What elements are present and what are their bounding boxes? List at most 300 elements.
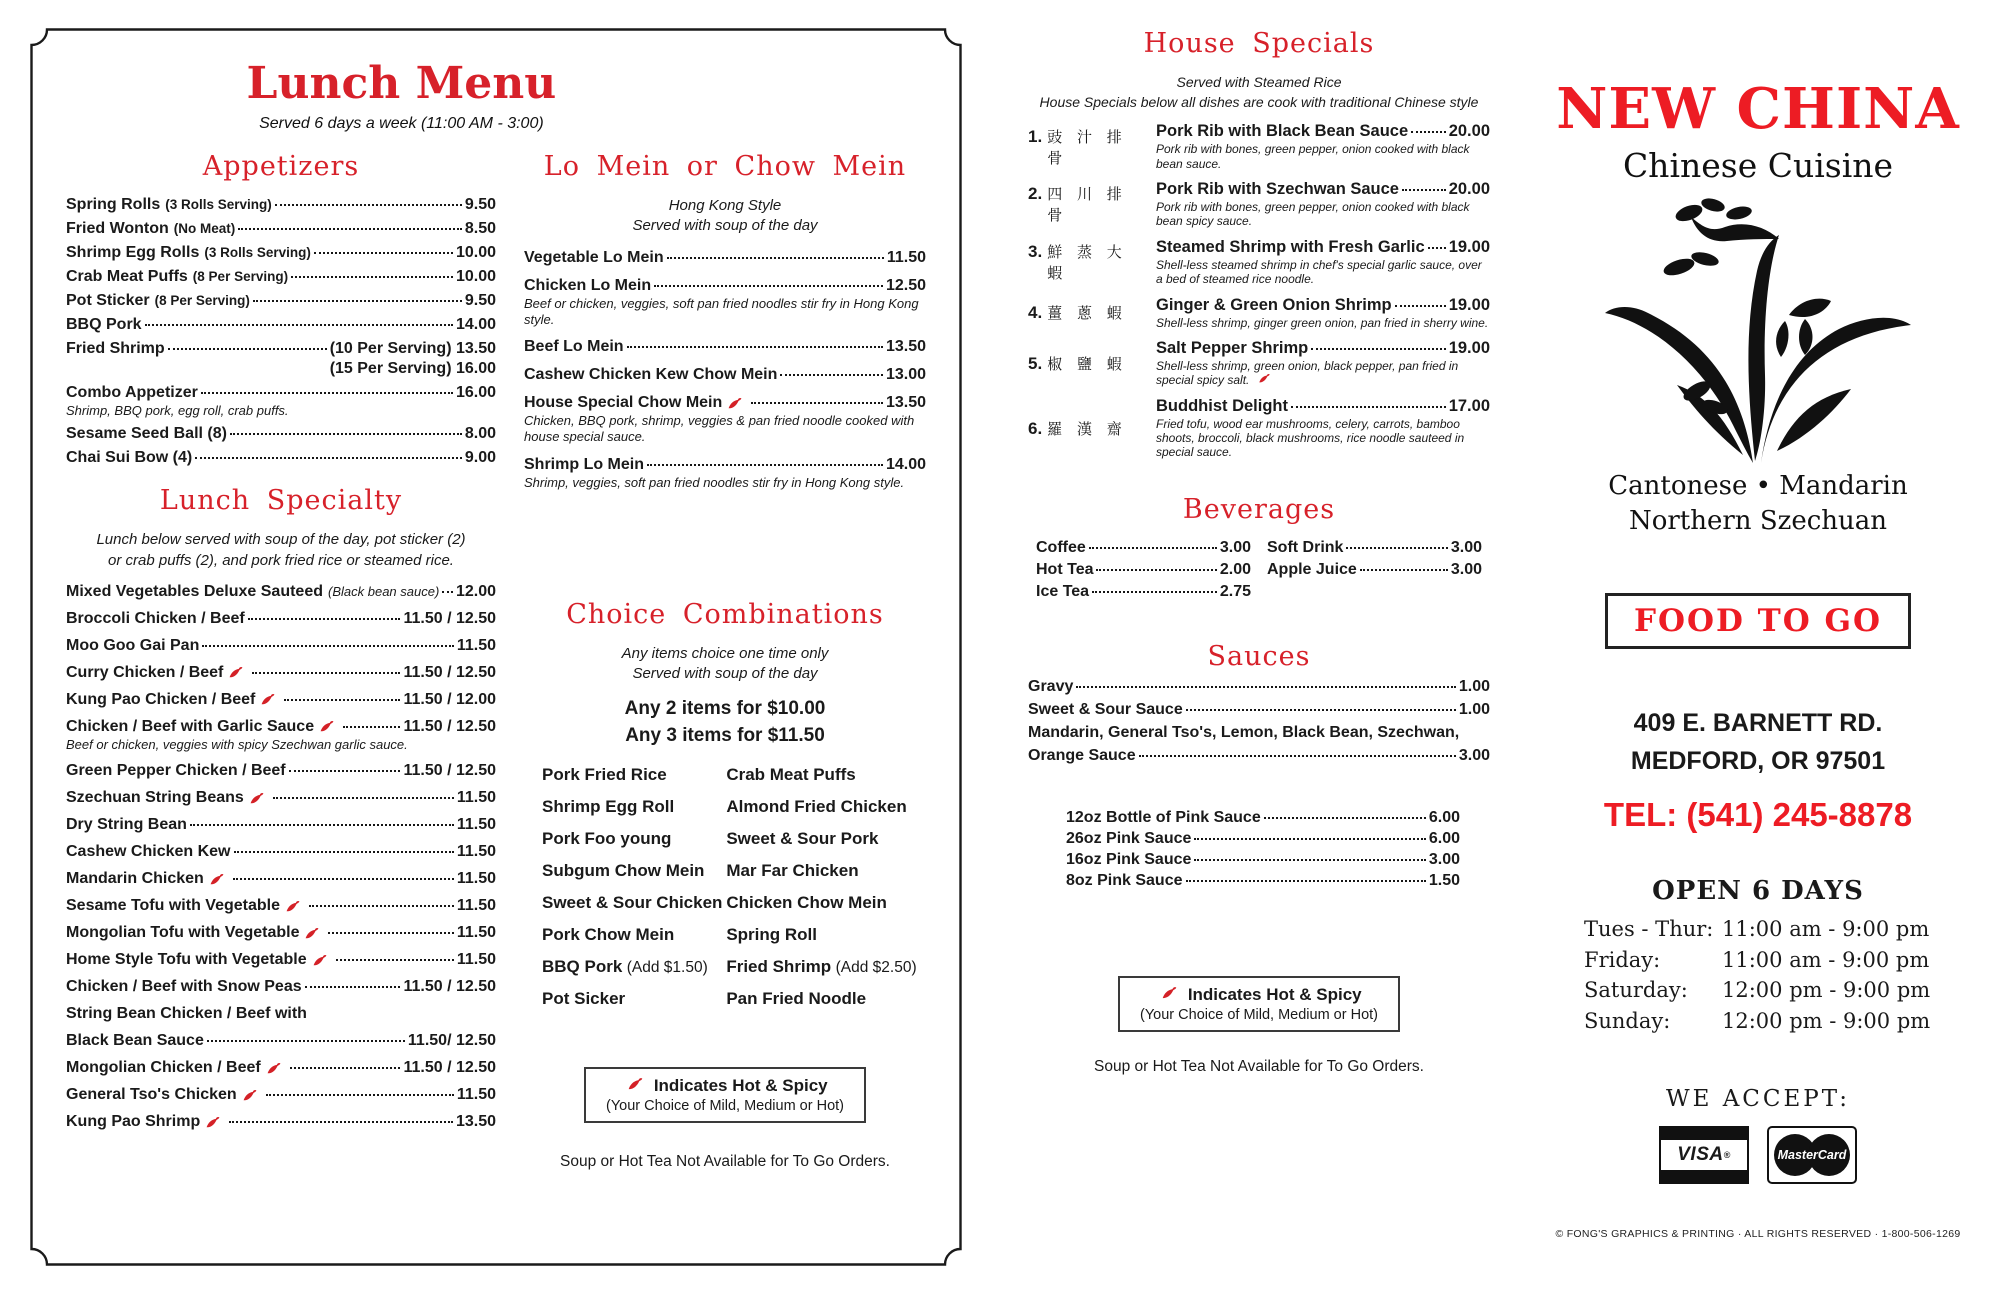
item-name: 26oz Pink Sauce xyxy=(1066,829,1192,847)
item-name: Chicken Lo Mein xyxy=(524,276,652,294)
hours-time: 12:00 pm - 9:00 pm xyxy=(1722,978,1931,1003)
dotted-leader xyxy=(780,374,883,376)
restaurant-name: NEW CHINA xyxy=(1556,76,1960,142)
combo-item xyxy=(726,861,926,881)
item-note: (3 Rolls Serving) xyxy=(165,197,272,212)
combo-item xyxy=(726,797,926,817)
chili-icon xyxy=(304,927,320,940)
dotted-leader xyxy=(1186,709,1456,711)
lo-mein-list xyxy=(524,249,926,491)
item-name: Mixed Vegetables Deluxe Sauteed xyxy=(66,582,323,600)
dotted-leader xyxy=(168,348,327,350)
dotted-leader xyxy=(1076,686,1455,688)
item-price: 6.00 xyxy=(1428,808,1460,826)
dotted-leader xyxy=(627,346,883,348)
item-price: 2.75 xyxy=(1219,582,1251,600)
house-specials-list xyxy=(1028,122,1490,460)
dotted-leader xyxy=(667,257,884,259)
menu-item xyxy=(66,870,496,888)
combo-item xyxy=(726,957,926,977)
item-price: 11.50 / 12.50 xyxy=(403,1059,496,1076)
item-name: Sweet & Sour Pork xyxy=(726,829,879,849)
item-name: Sweet & Sour Chicken xyxy=(542,893,723,913)
item-price: 11.50 / 12.50 xyxy=(403,663,496,681)
item-name: Dry String Bean xyxy=(66,816,187,833)
beverage-item xyxy=(1267,561,1482,579)
item-name: Chai Sui Bow (4) xyxy=(66,449,193,467)
hours-row xyxy=(1584,945,1932,975)
dotted-leader xyxy=(1194,838,1425,840)
house-special-item xyxy=(1028,122,1490,171)
item-price: 3.00 xyxy=(1428,850,1460,868)
item-name: Spring Roll xyxy=(726,925,817,945)
menu-item xyxy=(66,691,496,709)
item-name: BBQ Pork xyxy=(542,957,623,977)
item-price: 3.00 xyxy=(1450,560,1482,578)
menu-item xyxy=(66,1086,496,1104)
item-name: Broccoli Chicken / Beef xyxy=(66,609,245,627)
mastercard-wordmark: MasterCard xyxy=(1777,1147,1847,1162)
item-chinese-name: 椒 鹽 蝦 xyxy=(1047,354,1127,373)
food-to-go-label: FOOD TO GO xyxy=(1633,603,1883,640)
address-line2: MEDFORD, OR 97501 xyxy=(1630,746,1886,775)
combo-item xyxy=(726,829,926,849)
item-name: Mongolian Chicken / Beef xyxy=(66,1059,261,1076)
item-name: Combo Appetizer xyxy=(66,384,198,401)
item-number: 2. xyxy=(1028,184,1043,204)
item-price: 13.50 xyxy=(885,338,926,355)
item-name: Sweet & Sour Sauce xyxy=(1028,700,1183,718)
combo-item xyxy=(726,893,926,913)
item-price: 9.50 xyxy=(464,196,496,213)
item-price: 8.00 xyxy=(464,425,496,443)
item-price: 13.50 xyxy=(885,394,926,411)
section-heading-appetizers: Appetizers xyxy=(202,151,360,182)
item-name: Shrimp Egg Rolls xyxy=(66,244,200,261)
item-price: 1.00 xyxy=(1458,677,1490,695)
dotted-leader xyxy=(1194,859,1425,861)
dotted-leader xyxy=(1096,569,1216,571)
menu-item xyxy=(66,897,496,915)
combo-item xyxy=(542,957,726,977)
item-price: 11.50 xyxy=(456,816,496,833)
dotted-leader xyxy=(1139,755,1456,757)
item-name: Almond Fried Chicken xyxy=(726,797,907,817)
dotted-leader xyxy=(201,392,453,394)
item-price: 14.00 xyxy=(885,455,926,473)
item-number: 1. xyxy=(1028,126,1043,146)
choice-offers xyxy=(524,696,926,749)
item-name: Chicken / Beef with Snow Peas xyxy=(66,978,302,995)
lunch-menu-panel xyxy=(30,28,962,1266)
menu-item xyxy=(66,762,496,780)
menu-item xyxy=(524,366,926,384)
lo-mein-subtitle-line2: Served with soup of the day xyxy=(632,217,818,235)
item-name: Szechuan String Beans xyxy=(66,789,244,806)
section-heading-lo-mein: Lo Mein or Chow Mein xyxy=(543,151,907,182)
house-special-item xyxy=(1028,339,1490,388)
menu-item xyxy=(66,951,496,969)
item-name: Shrimp Egg Roll xyxy=(542,797,675,817)
item-note: (Add $2.50) xyxy=(835,959,917,977)
item-description: Shell-less shrimp, green onion, black pepper, pan fried in special spicy salt. xyxy=(1156,358,1459,388)
choice-combinations-subtitle xyxy=(524,644,926,685)
dotted-leader xyxy=(309,905,454,907)
item-name: House Special Chow Mein xyxy=(524,394,723,411)
dotted-leader xyxy=(654,285,883,287)
lo-mein-subtitle-line1: Hong Kong Style xyxy=(668,197,782,214)
dotted-leader xyxy=(328,932,453,934)
item-note: (Add $1.50) xyxy=(626,959,708,977)
item-name: Apple Juice xyxy=(1267,560,1357,578)
beverage-item xyxy=(1036,539,1251,557)
menu-item xyxy=(524,456,926,491)
item-price: 11.50 / 12.50 xyxy=(403,717,496,735)
item-price: 11.50 / 12.50 xyxy=(403,609,496,627)
hours-day: Sunday: xyxy=(1584,1008,1671,1033)
house-special-item xyxy=(1028,296,1490,330)
choice-column-2 xyxy=(726,765,926,1021)
item-description: Pork rib with bones, green pepper, onion cooked with black bean spicy sauce. xyxy=(1156,199,1470,229)
item-number: 6. xyxy=(1028,418,1043,438)
dotted-leader xyxy=(1089,547,1217,549)
item-name: Fried Wonton xyxy=(66,220,169,237)
chili-icon xyxy=(228,666,244,679)
item-price: 2.00 xyxy=(1219,560,1251,578)
hot-spicy-label: Indicates Hot & Spicy xyxy=(1187,984,1362,1004)
food-to-go-badge xyxy=(1605,593,1911,649)
menu-item xyxy=(66,268,496,286)
dotted-leader xyxy=(145,324,453,326)
orchid-graphic xyxy=(1593,195,1923,465)
togo-note: Soup or Hot Tea Not Available for To Go Orders. xyxy=(560,1153,890,1171)
item-name: Spring Rolls xyxy=(66,196,161,213)
house-specials-subtitle xyxy=(1028,73,1490,112)
item-price: 3.00 xyxy=(1450,538,1482,556)
item-name: Pot Sicker xyxy=(542,989,626,1009)
item-name: Orange Sauce xyxy=(1028,746,1136,764)
section-heading-lunch-specialty: Lunch Specialty xyxy=(159,485,403,517)
item-price: 17.00 xyxy=(1448,396,1490,415)
menu-item xyxy=(66,1059,496,1077)
item-price: 1.50 xyxy=(1428,871,1460,889)
chili-icon xyxy=(627,1077,644,1091)
chili-icon xyxy=(1161,986,1178,1000)
combo-item xyxy=(726,989,926,1009)
item-description: Shrimp, veggies, soft pan fried noodles stir fry in Hong Kong style. xyxy=(524,474,905,490)
item-price: 11.50 / 12.00 xyxy=(403,690,496,708)
item-note: (8 Per Serving) xyxy=(154,293,250,308)
item-price: 6.00 xyxy=(1428,829,1460,847)
item-price: 8.50 xyxy=(464,220,496,237)
lunch-specialty-subtitle xyxy=(66,530,496,571)
item-name: Fried Shrimp xyxy=(726,957,832,977)
page-subtitle: Served 6 days a week (11:00 AM - 3:00) xyxy=(259,115,544,132)
lunch-specialty-subtitle-line1: Lunch below served with soup of the day, pot sticker (2) xyxy=(96,531,466,549)
dotted-leader xyxy=(266,1094,454,1096)
section-heading-beverages: Beverages xyxy=(1182,493,1336,525)
menu-item xyxy=(66,292,496,310)
item-name: Salt Pepper Shrimp xyxy=(1156,338,1309,357)
hours-row xyxy=(1584,914,1932,944)
combo-item xyxy=(542,925,726,945)
item-name: Pork Chow Mein xyxy=(542,925,675,945)
item-description: Shell-less shrimp, ginger green onion, pan fried in sherry wine. xyxy=(1156,315,1489,330)
hours-table xyxy=(1584,914,1932,1036)
chili-icon xyxy=(205,1116,221,1129)
mastercard-logo xyxy=(1767,1126,1857,1184)
item-chinese-name: 羅 漢 齋 xyxy=(1047,419,1127,438)
item-name: Pork Rib with Szechwan Sauce xyxy=(1156,179,1399,198)
item-description: Beef or chicken, veggies with spicy Szechwan garlic sauce. xyxy=(66,736,408,752)
item-price: 20.00 xyxy=(1448,179,1490,198)
dotted-leader xyxy=(207,1040,405,1042)
item-name: Vegetable Lo Mein xyxy=(524,248,664,266)
menu-item xyxy=(66,316,496,334)
chili-icon xyxy=(312,954,328,967)
item-name: Curry Chicken / Beef xyxy=(66,663,224,681)
page-title: Lunch Menu xyxy=(246,58,557,109)
dotted-leader xyxy=(202,645,454,647)
menu-item xyxy=(524,394,926,446)
lunch-specialty-list xyxy=(66,583,496,1131)
lunch-menu-header xyxy=(66,58,737,133)
item-note: (8 Per Serving) xyxy=(192,269,289,284)
item-name: Crab Meat Puffs xyxy=(726,765,856,785)
dotted-leader xyxy=(230,433,462,435)
item-price: 10.00 xyxy=(455,244,496,261)
menu-item xyxy=(66,244,496,262)
pink-sauce-item xyxy=(1066,809,1460,827)
item-price: 1.00 xyxy=(1458,700,1490,718)
lo-mein-subtitle xyxy=(524,196,926,237)
cuisine-styles xyxy=(1530,469,1986,539)
item-name: Mandarin, General Tso's, Lemon, Black Bean, Szechwan, xyxy=(1028,723,1460,741)
item-name: Pork Rib with Black Bean Sauce xyxy=(1156,122,1409,141)
section-heading-sauces: Sauces xyxy=(1207,640,1311,672)
item-price: 19.00 xyxy=(1448,295,1490,314)
house-special-item xyxy=(1028,180,1490,229)
togo-note: Soup or Hot Tea Not Available for To Go Orders. xyxy=(1094,1057,1424,1075)
chili-icon xyxy=(319,720,335,733)
appetizers-list xyxy=(66,196,496,467)
item-price: 3.00 xyxy=(1219,538,1251,556)
dotted-leader xyxy=(289,770,401,772)
chili-icon xyxy=(209,873,225,886)
item-price: 9.50 xyxy=(464,292,496,309)
section-heading-house-specials: House Specials xyxy=(1143,28,1375,59)
item-price: 11.50 xyxy=(456,636,496,654)
dotted-leader xyxy=(233,878,454,880)
dotted-leader xyxy=(1402,189,1446,191)
menu-item xyxy=(524,249,926,267)
printer-copyright: © FONG'S GRAPHICS & PRINTING · ALL RIGHTS RESERVED · 1-800-506-1269 xyxy=(1555,1227,1961,1240)
menu-item xyxy=(524,338,926,356)
dotted-leader xyxy=(238,228,462,230)
section-heading-choice-combinations: Choice Combinations xyxy=(566,598,884,630)
item-chinese-name: 薑 蔥 蝦 xyxy=(1047,304,1127,323)
item-name: Coffee xyxy=(1036,538,1086,556)
beverages-columns xyxy=(1028,539,1490,605)
lunch-specialty-subtitle-line2: or crab puffs (2), and pork fried rice or steamed rice. xyxy=(108,551,454,569)
dotted-leader xyxy=(1092,591,1217,593)
item-name: Kung Pao Shrimp xyxy=(66,1113,201,1130)
item-price: 19.00 xyxy=(1448,338,1490,357)
menu-item xyxy=(66,718,496,753)
item-description: Shrimp, BBQ pork, egg roll, crab puffs. xyxy=(66,403,289,418)
menu-item xyxy=(66,583,496,601)
item-note: (3 Rolls Serving) xyxy=(204,245,311,260)
item-name: Black Bean Sauce xyxy=(66,1032,204,1049)
pink-sauce-item xyxy=(1066,830,1460,848)
dotted-leader xyxy=(234,851,454,853)
item-name: BBQ Pork xyxy=(66,316,142,333)
item-name: Shrimp Lo Mein xyxy=(524,455,644,473)
item-name: Sesame Tofu with Vegetable xyxy=(66,897,280,914)
item-name: 16oz Pink Sauce xyxy=(1066,850,1192,868)
chili-icon xyxy=(242,1089,258,1102)
dotted-leader xyxy=(290,1067,401,1069)
item-name: Moo Goo Gai Pan xyxy=(66,636,200,654)
item-price: 11.50 xyxy=(456,897,496,914)
sauce-item xyxy=(1028,724,1490,742)
house-specials-column xyxy=(1028,16,1490,1076)
item-number: 5. xyxy=(1028,353,1043,373)
pink-sauce-item xyxy=(1066,872,1460,890)
pink-sauce-item xyxy=(1066,851,1460,869)
item-name: 8oz Pink Sauce xyxy=(1066,871,1183,889)
item-description: Beef or chicken, veggies, soft pan fried noodles stir fry in Hong Kong style. xyxy=(524,295,919,327)
beverages-column-2 xyxy=(1267,539,1482,605)
menu-item xyxy=(66,843,496,861)
item-number: 4. xyxy=(1028,303,1043,323)
beverages-column-1 xyxy=(1036,539,1251,605)
item-price: 11.50 xyxy=(456,924,496,941)
combo-item xyxy=(542,765,726,785)
dotted-leader xyxy=(336,959,454,961)
item-price: 12.50 xyxy=(885,276,926,294)
item-name: String Bean Chicken / Beef with xyxy=(66,1005,307,1022)
hours-time: 11:00 am - 9:00 pm xyxy=(1722,917,1930,942)
address-line1: 409 E. BARNETT RD. xyxy=(1633,709,1883,738)
dotted-leader xyxy=(284,699,400,701)
hours-row xyxy=(1584,1006,1932,1036)
sauces-list xyxy=(1028,678,1490,765)
menu-item xyxy=(66,1005,496,1023)
menu-item xyxy=(66,637,496,655)
menu-item xyxy=(66,978,496,996)
menu-item xyxy=(66,816,496,834)
item-description: Chicken, BBQ pork, shrimp, veggies & pan fried noodle cooked with house special sauce. xyxy=(524,413,915,445)
choice-column-1 xyxy=(542,765,726,1021)
sauce-item xyxy=(1028,747,1490,765)
beverage-item xyxy=(1036,561,1251,579)
cuisine-line2: Northern Szechuan xyxy=(1628,506,1888,537)
item-description: Pork rib with bones, green pepper, onion cooked with black bean sauce. xyxy=(1156,142,1470,171)
item-name: Chicken / Beef with Garlic Sauce xyxy=(66,717,315,735)
item-name: Steamed Shrimp with Fresh Garlic xyxy=(1156,237,1425,256)
brand-column xyxy=(1530,76,1986,1240)
item-price: 11.50 xyxy=(456,789,496,806)
item-name: Ginger & Green Onion Shrimp xyxy=(1156,295,1392,314)
menu-item xyxy=(66,664,496,682)
item-description: Shell-less steamed shrimp in chef's special garlic sauce, over a bed of steamed rice noodle. xyxy=(1156,257,1482,287)
item-name: Kung Pao Chicken / Beef xyxy=(66,690,256,708)
item-price: 16.00 xyxy=(455,384,496,401)
item-price: (10 Per Serving) 13.50 xyxy=(329,340,496,357)
item-price: 19.00 xyxy=(1448,237,1490,256)
item-price: 11.50 xyxy=(456,1086,496,1103)
choice-subtitle-line1: Any items choice one time only xyxy=(621,644,829,662)
item-name: Sesame Seed Ball (8) xyxy=(66,425,227,443)
choice-subtitle-line2: Served with soup of the day xyxy=(632,665,818,682)
item-price: 13.00 xyxy=(885,366,926,383)
item-price: 13.50 xyxy=(455,1113,496,1130)
house-special-item xyxy=(1028,397,1490,460)
house-specials-subtitle-line2: House Specials below all dishes are cook with traditional Chinese style xyxy=(1039,93,1479,110)
item-price: 11.50 xyxy=(886,248,926,266)
we-accept-label: WE ACCEPT: xyxy=(1665,1085,1851,1112)
item-name: Green Pepper Chicken / Beef xyxy=(66,762,286,779)
item-name: Buddhist Delight xyxy=(1156,396,1288,415)
dotted-leader xyxy=(314,252,453,254)
dotted-leader xyxy=(275,204,462,206)
menu-item xyxy=(66,610,496,628)
dotted-leader xyxy=(253,300,462,302)
dotted-leader xyxy=(1395,305,1446,307)
item-price: 12.00 xyxy=(455,582,496,600)
item-name: General Tso's Chicken xyxy=(66,1086,237,1103)
item-chinese-name: 四 川 排 骨 xyxy=(1047,185,1127,225)
item-price: 11.50/ 12.50 xyxy=(407,1032,496,1049)
combo-item xyxy=(542,797,726,817)
combo-item xyxy=(726,765,926,785)
dotted-leader xyxy=(1428,247,1446,249)
menu-item xyxy=(66,384,496,419)
item-chinese-name: 鮮 蒸 大 蝦 xyxy=(1047,243,1127,283)
item-name: Gravy xyxy=(1028,677,1074,695)
item-name: Ice Tea xyxy=(1036,582,1090,600)
menu-item xyxy=(66,789,496,807)
combo-item xyxy=(542,861,726,881)
visa-wordmark: VISA xyxy=(1677,1143,1724,1165)
dotted-leader xyxy=(248,618,401,620)
hours-day: Saturday: xyxy=(1584,978,1688,1003)
dotted-leader xyxy=(442,591,453,593)
item-name: Crab Meat Puffs xyxy=(66,268,188,285)
dotted-leader xyxy=(1311,348,1445,350)
item-name: Beef Lo Mein xyxy=(524,338,624,355)
item-name: Pot Sticker xyxy=(66,292,150,309)
dotted-leader xyxy=(751,402,883,404)
item-chinese-name: 豉 汁 排 骨 xyxy=(1047,127,1127,167)
hours-day: Tues - Thur: xyxy=(1584,917,1714,942)
chili-icon xyxy=(260,693,276,706)
item-name: Cashew Chicken Kew Chow Mein xyxy=(524,366,778,383)
hot-spicy-sublabel: (Your Choice of Mild, Medium or Hot) xyxy=(606,1098,844,1115)
item-name: Pan Fried Noodle xyxy=(726,989,867,1009)
menu-item xyxy=(66,924,496,942)
item-price: 3.00 xyxy=(1458,746,1490,764)
item-price: 11.50 / 12.50 xyxy=(403,762,496,779)
item-price: 14.00 xyxy=(455,316,496,333)
item-name: 12oz Bottle of Pink Sauce xyxy=(1066,808,1261,826)
combo-item xyxy=(726,925,926,945)
dotted-leader xyxy=(343,726,400,728)
item-name: Pork Fried Rice xyxy=(542,765,667,785)
payment-cards xyxy=(1530,1126,1986,1184)
menu-item xyxy=(66,220,496,238)
